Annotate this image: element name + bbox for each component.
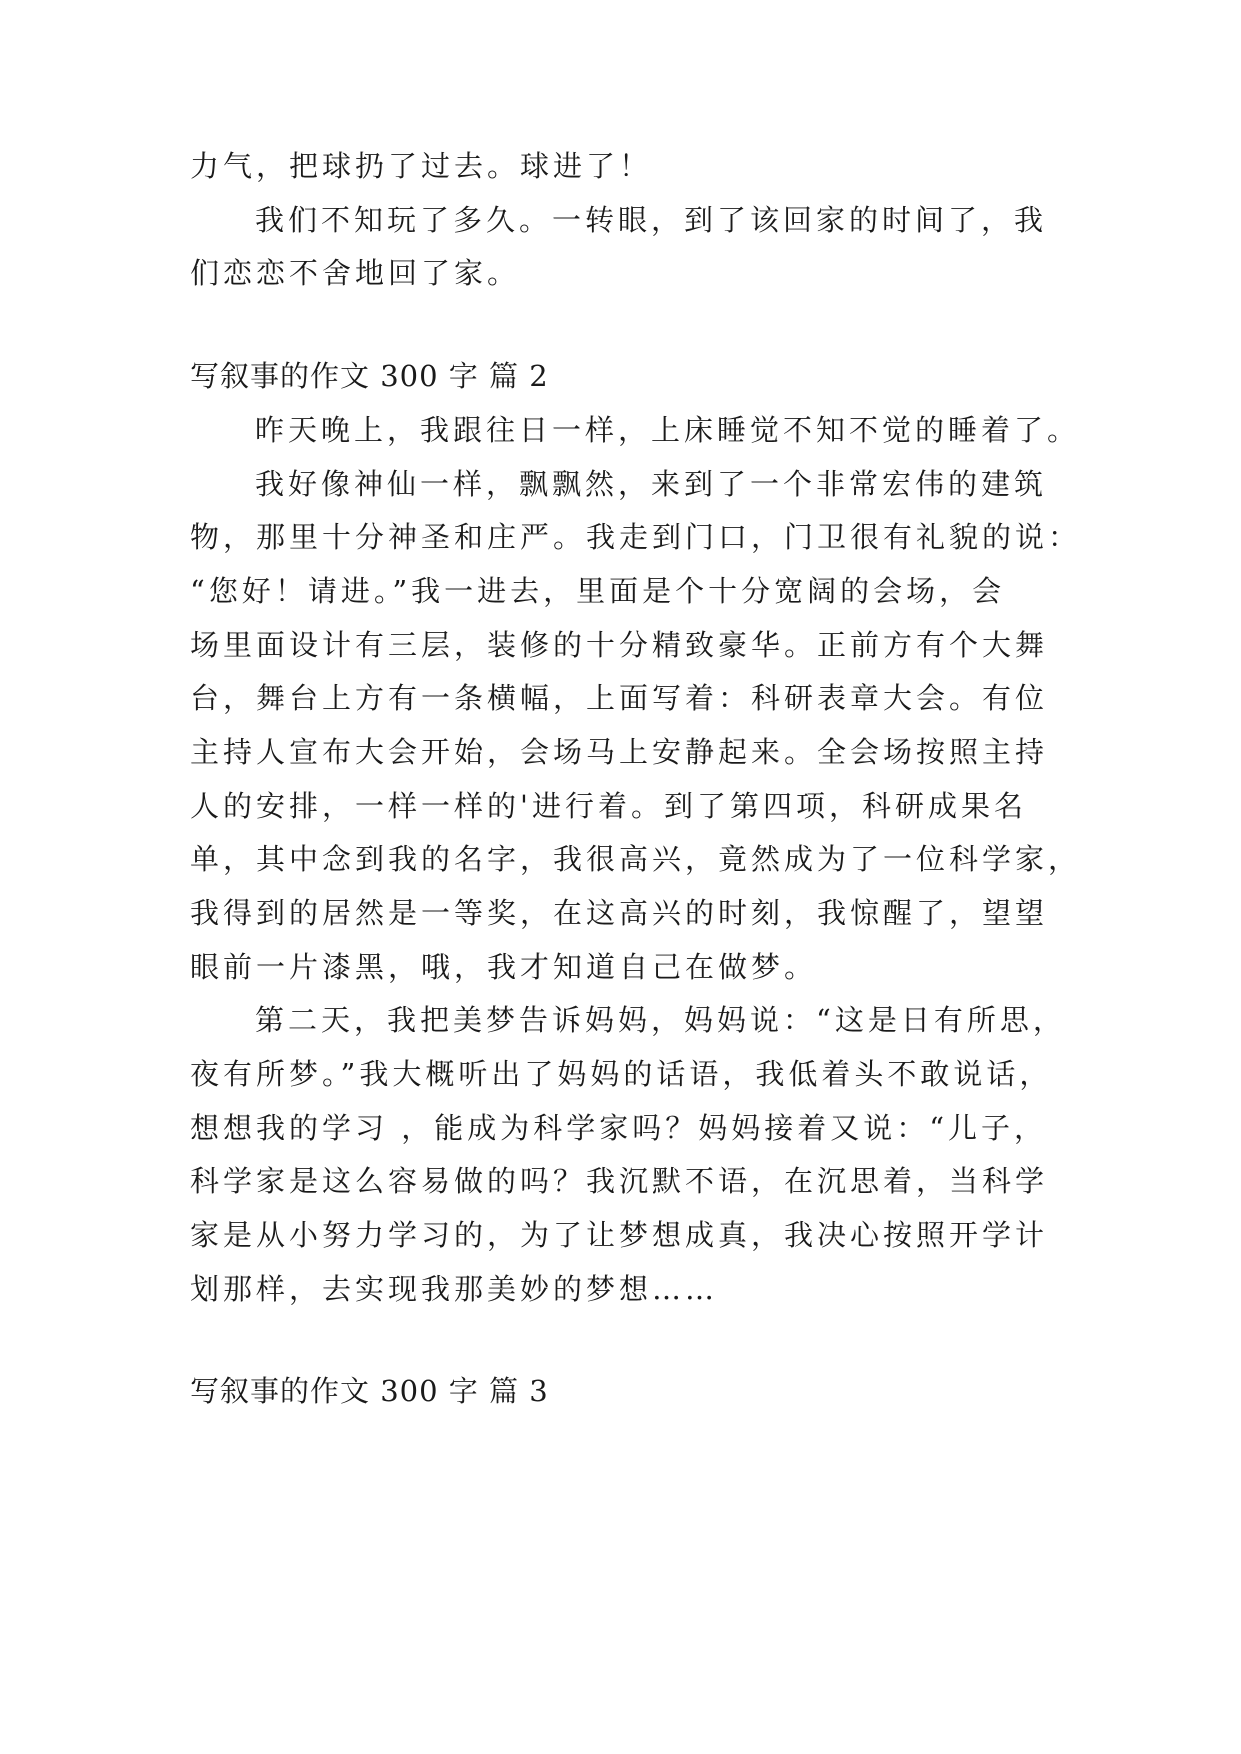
paragraph-line: 主持人宣布大会开始，会场马上安静起来。全会场按照主持 — [190, 735, 1049, 769]
paragraph-line: 划那样，去实现我那美妙的梦想…… — [190, 1272, 719, 1306]
paragraph-line: 们恋恋不舍地回了家。 — [190, 256, 521, 290]
paragraph-line: 我好像神仙一样，飘飘然，来到了一个非常宏伟的建筑 — [255, 467, 1048, 501]
paragraph-line: 人的安排，一样一样的'进行着。到了第四项，科研成果名 — [190, 789, 1027, 823]
paragraph-line: 科学家是这么容易做的吗？我沉默不语，在沉思着，当科学 — [190, 1164, 1049, 1198]
paragraph-line: 物，那里十分神圣和庄严。我走到门口，门卫很有礼貌的说： — [190, 520, 1082, 554]
paragraph-line: 家是从小努力学习的，为了让梦想成真，我决心按照开学计 — [190, 1218, 1049, 1252]
paragraph-line: 台，舞台上方有一条横幅，上面写着：科研表章大会。有位 — [190, 681, 1049, 715]
section-heading-2: 写叙事的作文 300 字 篇 2 — [190, 359, 549, 393]
paragraph-line: 第二天，我把美梦告诉妈妈，妈妈说：“这是日有所思， — [255, 1003, 1066, 1037]
paragraph-line: 想想我的学习 ，能成为科学家吗？妈妈接着又说：“儿子， — [190, 1111, 1048, 1145]
section-heading-3: 写叙事的作文 300 字 篇 3 — [190, 1374, 549, 1408]
paragraph-line: 场里面设计有三层，装修的十分精致豪华。正前方有个大舞 — [190, 628, 1049, 662]
paragraph-line: 夜有所梦。”我大概听出了妈妈的话语，我低着头不敢说话， — [190, 1057, 1053, 1091]
paragraph-line: 眼前一片漆黑，哦，我才知道自己在做梦。 — [190, 950, 818, 984]
paragraph-line: 我们不知玩了多久。一转眼，到了该回家的时间了，我 — [255, 203, 1048, 237]
paragraph-line: 力气，把球扔了过去。球进了！ — [190, 149, 653, 183]
paragraph-line: 我得到的居然是一等奖，在这高兴的时刻，我惊醒了，望望 — [190, 896, 1049, 930]
paragraph-line: 昨天晚上，我跟往日一样，上床睡觉不知不觉的睡着了。 — [255, 413, 1081, 447]
paragraph-line: 单，其中念到我的名字，我很高兴，竟然成为了一位科学家， — [190, 842, 1082, 876]
paragraph-line: “您好！请进。”我一进去，里面是个十分宽阔的会场，会 — [190, 574, 1006, 608]
